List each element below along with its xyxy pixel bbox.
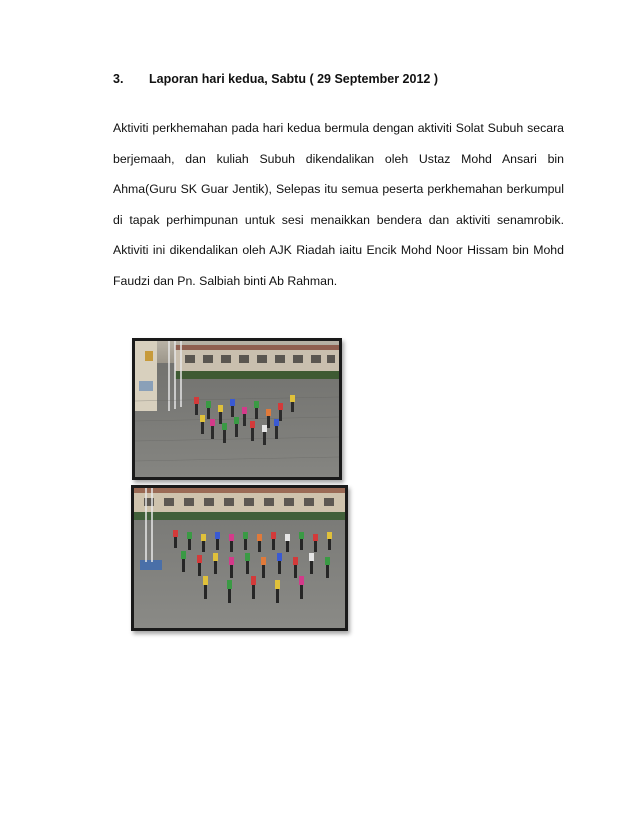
- section-title: Laporan hari kedua, Sabtu ( 29 September 2012 ): [149, 72, 438, 86]
- activity-photo-1: [132, 338, 342, 480]
- activity-photo-2-image: [134, 488, 345, 628]
- activity-photo-2: [131, 485, 348, 631]
- section-heading: [113, 72, 438, 86]
- report-paragraph: Aktiviti perkhemahan pada hari kedua bermula dengan aktiviti Solat Subuh secara berjemaah, dan kuliah Subuh dikendalikan oleh Ustaz Mohd Ansari bin Ahma(Guru SK Guar Jentik), Selepas itu semua peserta perkhemahan berkumpul di tapak perhimpunan untuk sesi menaikkan bendera dan aktiviti senamrobik. Aktiviti ini dikendalikan oleh AJK Riadah iaitu Encik Mohd Noor Hissam bin Mohd Faudzi dan Pn. Salbiah binti Ab Rahman.: [113, 121, 564, 288]
- activity-photo-1-image: [135, 341, 339, 477]
- section-number: 3.: [113, 72, 124, 86]
